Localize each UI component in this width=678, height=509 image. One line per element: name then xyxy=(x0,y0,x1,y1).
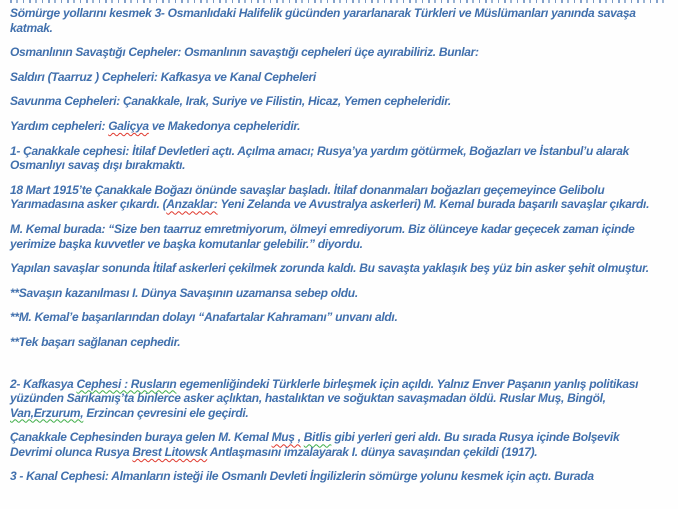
text-run: Erzincan çevresini ele geçirdi. xyxy=(83,405,249,420)
text-run: 2- Kafkasya xyxy=(10,376,77,391)
text-run: 1- Çanakkale cephesi: İtilaf Devletleri açtı. Açılma amacı; Rusya’ya yardım götürmek, Boğazları ve İstanbul’u alarak Osmanlıyı savaş dışı bırakmaktı. xyxy=(10,143,630,173)
text-run: gibi yerleri geri aldı. Bu sırada Rusya içinde Bolşevik Devrimi olunca Rusya xyxy=(10,430,620,459)
text-run: **Savaşın kazanılması I. Dünya Savaşının uzamansa sebep oldu. xyxy=(10,285,358,300)
paragraph xyxy=(10,45,664,60)
paragraph xyxy=(10,261,664,276)
paragraph xyxy=(10,469,664,484)
paragraph xyxy=(10,310,664,325)
paragraph xyxy=(10,335,664,350)
text-run: **M. Kemal’e başarılarından dolayı “Anafartalar Kahramanı” unvanı aldı. xyxy=(10,310,398,325)
paragraph xyxy=(10,94,664,109)
text-run: Yardım cepheleri: xyxy=(10,118,109,133)
text-run: M. Kemal burada: “Size ben taarruz emretmiyorum, ölmeyi emrediyorum. Biz ölünceye kadar geçecek zaman içinde yerimize başka kuvvetler ve başka komutanlar gelebilir.” diyordu. xyxy=(10,221,635,251)
paragraph xyxy=(10,430,664,459)
paragraph xyxy=(10,222,664,251)
paragraph xyxy=(10,6,664,35)
text-run: Savunma Cepheleri: Çanakkale, Irak, Suriye ve Filistin, Hicaz, Yemen cepheleridir. xyxy=(10,94,451,109)
text-run: 18 Mart 1915’te Çanakkale Boğazı önünde savaşlar başladı. İtilaf donanmaları boğazları geçemeyince Gelibolu Yarımadasına asker çıkardı. ( xyxy=(10,182,605,212)
spellcheck-flagged-text: Brest Litowsk xyxy=(132,444,208,459)
paragraph xyxy=(10,119,664,134)
paragraph xyxy=(10,70,664,85)
text-surface[interactable] xyxy=(0,5,678,484)
grammar-flagged-text: Cephesi : Rusların xyxy=(76,376,177,391)
paragraph xyxy=(10,183,664,212)
spellcheck-flagged-text: Galiçya xyxy=(108,118,149,133)
text-run: Antlaşmasını imzalayarak I. dünya savaşından çekildi (1917). xyxy=(207,444,538,459)
text-run: Yapılan savaşlar sonunda İtilaf askerleri çekilmek zorunda kaldı. Bu savaşta yaklaşık beş yüz bin asker şehit olmuştur. xyxy=(10,261,649,276)
paragraph xyxy=(10,286,664,301)
grammar-flagged-text: Van,Erzurum, xyxy=(10,405,84,420)
paragraph xyxy=(10,144,664,173)
paragraph xyxy=(10,377,664,421)
text-run: egemenliğindeki Türklerle birleşmek için açıldı. Yalnız Enver Paşanın yanlış politikası yüzünden Sarıkamış’ta binlerce asker açlıktan, hastalıktan ve soğuktan savaşmadan öldü. Ruslar Muş, Bingöl, xyxy=(10,376,639,406)
text-run: Osmanlının Savaştığı Cepheler: Osmanlının savaştığı cepheleri üçe ayırabiliriz. Bunlar: xyxy=(10,45,479,60)
spellcheck-flagged-text: Anzaklar: xyxy=(166,197,218,212)
grammar-flagged-text: Bitlis xyxy=(303,430,332,445)
spellcheck-flagged-text: Muş , xyxy=(271,430,301,445)
text-run: Yeni Zelanda ve Avustralya askerleri) M. Kemal burada başarılı savaşlar çıkardı. xyxy=(217,197,650,212)
text-run: Çanakkale Cephesinden buraya gelen M. Kemal xyxy=(10,430,272,445)
text-run: Sömürge yollarını kesmek 3- Osmanlıdaki Halifelik gücünden yararlanarak Türkleri ve Müslümanları yanında savaşa katmak. xyxy=(10,6,636,35)
text-run: 3 - Kanal Cephesi: Almanların isteği ile Osmanlı Devleti İngilizlerin sömürge yolunu kesmek için açtı. Burada xyxy=(10,469,594,484)
text-run: **Tek başarı sağlanan cephedir. xyxy=(10,334,181,349)
text-run: ve Makedonya cepheleridir. xyxy=(148,118,301,133)
clipped-text-remnant xyxy=(10,0,664,3)
text-run: Saldırı (Taarruz ) Cepheleri: Kafkasya ve Kanal Cepheleri xyxy=(10,69,316,84)
